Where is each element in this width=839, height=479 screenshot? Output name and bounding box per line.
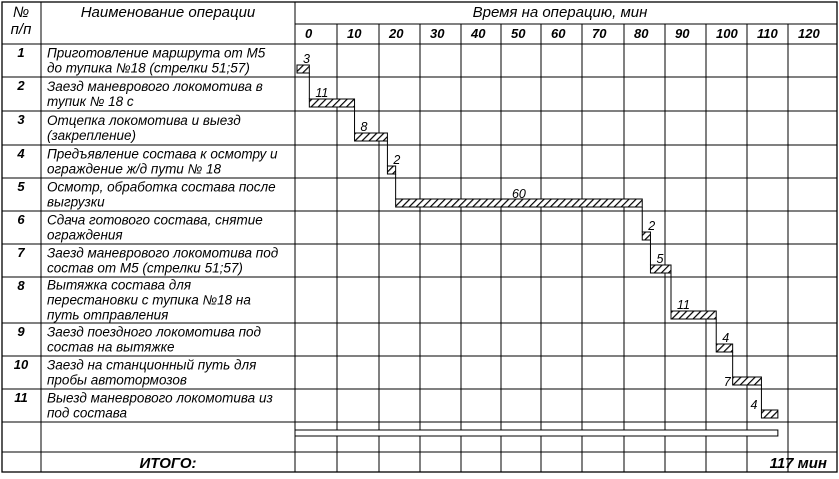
bar-duration-label: 2 <box>393 153 401 167</box>
operation-name-line: ограждение ж/д пути № 18 <box>47 161 221 177</box>
gantt-bar <box>671 311 716 319</box>
tick-label: 20 <box>389 26 404 41</box>
tick-label: 40 <box>471 26 486 41</box>
operation-number: 2 <box>17 78 25 93</box>
tick-label: 70 <box>592 26 607 41</box>
operation-name-line: до тупика №18 (стрелки 51;57) <box>47 60 250 76</box>
operation-name-line: под состава <box>47 405 128 421</box>
tick-label: 0 <box>305 26 313 41</box>
gantt-bar <box>650 265 671 273</box>
tick-label: 120 <box>798 26 820 41</box>
bar-duration-label: 11 <box>677 298 690 312</box>
operation-rows <box>14 45 279 421</box>
summary-bar <box>295 430 778 436</box>
operation-number: 10 <box>13 357 29 372</box>
operation-name-line: Заезд маневрового локомотива в <box>47 79 263 94</box>
operation-number: 7 <box>17 245 25 260</box>
total-value: 117 мин <box>769 455 827 472</box>
gantt-bar <box>355 133 388 141</box>
operation-name-line: Отцепка локомотива и выезд <box>47 113 241 128</box>
operation-name-line: (закрепление) <box>47 128 137 143</box>
gantt-bar <box>297 65 309 73</box>
bar-duration-label: 7 <box>723 375 731 389</box>
bar-duration-label: 3 <box>303 52 310 66</box>
operation-name-line: Выезд маневрового локомотива из <box>47 390 273 406</box>
gantt-bar <box>716 344 732 352</box>
operation-name-line: состав от М5 (стрелки 51;57) <box>47 260 243 276</box>
tick-label: 110 <box>757 26 778 41</box>
tick-label: 90 <box>675 26 690 41</box>
tick-label: 60 <box>551 26 566 41</box>
operation-number: 8 <box>17 278 25 293</box>
operation-name-line: Заезд маневрового локомотива под <box>47 245 279 261</box>
operation-name-line: тупик № 18 с <box>47 94 134 109</box>
operation-number: 6 <box>17 212 25 227</box>
operation-name-line: состав на вытяжке <box>47 339 175 355</box>
bar-duration-label: 8 <box>360 120 368 134</box>
tick-label: 10 <box>347 26 362 41</box>
tick-label: 80 <box>634 26 649 41</box>
operation-name-line: пробы автотормозов <box>47 372 187 388</box>
operation-number: 9 <box>17 324 25 339</box>
operation-name-line: Приготовление маршрута от М5 <box>47 45 266 61</box>
tick-label: 100 <box>716 26 738 41</box>
gantt-bar <box>761 410 777 418</box>
total-label: ИТОГО: <box>139 455 197 472</box>
bar-duration-label: 5 <box>656 252 664 266</box>
gantt-bar <box>642 232 650 240</box>
tick-label: 30 <box>430 26 445 41</box>
operation-name-line: Сдача готового состава, снятие <box>47 212 263 228</box>
operation-name-line: путь отправления <box>47 307 169 323</box>
operation-number: 3 <box>17 112 25 127</box>
operation-number: 1 <box>17 45 25 60</box>
header-operation-name: Наименование операции <box>80 4 256 21</box>
operation-name-line: Осмотр, обработка состава после <box>47 179 276 195</box>
bar-duration-label: 4 <box>750 398 758 412</box>
time-axis-ticks <box>305 26 820 41</box>
table-footer <box>139 455 827 472</box>
operation-name-line: Заезд поездного локомотива под <box>47 324 261 340</box>
gantt-bar <box>387 166 395 174</box>
bar-duration-label: 11 <box>315 86 329 100</box>
operation-number: 11 <box>14 390 28 405</box>
header-time: Время на операцию, мин <box>472 4 648 21</box>
operation-name-line: выгрузки <box>47 194 105 210</box>
tick-label: 50 <box>511 26 526 41</box>
bar-duration-label: 2 <box>648 219 656 233</box>
operation-number: 5 <box>17 179 25 194</box>
bar-duration-label: 60 <box>511 187 526 201</box>
operation-name-line: Предъявление состава к осмотру и <box>47 146 278 162</box>
gantt-bar <box>733 377 762 385</box>
operation-name-line: перестановки с тупика №18 на <box>47 292 251 308</box>
operation-name-line: Заезд на станционный путь для <box>47 357 257 373</box>
operation-number: 4 <box>17 146 25 161</box>
bar-duration-label: 4 <box>722 331 730 345</box>
operation-name-line: Вытяжка состава для <box>47 277 192 293</box>
operation-name-line: ограждения <box>47 227 123 243</box>
header-num-line1: № <box>12 4 30 21</box>
gantt-bar <box>309 99 354 107</box>
header-num-line2: п/п <box>10 21 32 38</box>
